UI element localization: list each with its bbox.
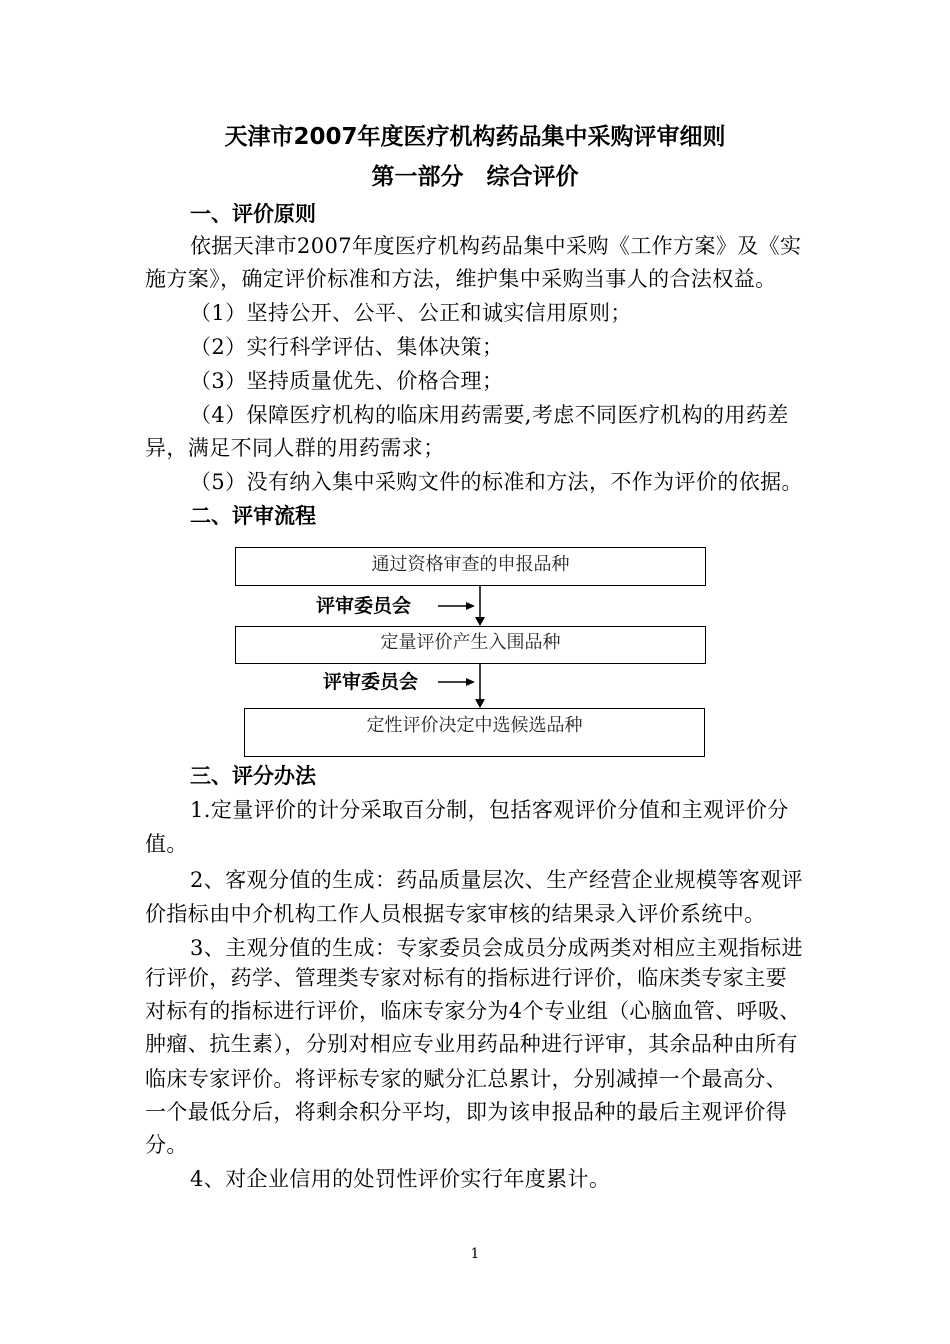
page-number: 1: [470, 1246, 480, 1262]
section3-line: 一个最低分后，将剩余积分平均，即为该申报品种的最后主观评价得: [145, 1100, 787, 1124]
section3-line: 1.定量评价的计分采取百分制，包括客观评价分值和主观评价分: [190, 798, 789, 822]
section1-item: （5）没有纳入集中采购文件的标准和方法，不作为评价的依据。: [190, 470, 803, 494]
section3-line: 3、主观分值的生成：专家委员会成员分成两类对相应主观指标进: [190, 936, 803, 960]
section3-line: 值。: [145, 832, 188, 856]
flow-committee-label: 评审委员会: [316, 595, 412, 617]
section3-line: 4、对企业信用的处罚性评价实行年度累计。: [190, 1167, 611, 1191]
section1-item: （4）保障医疗机构的临床用药需要,考虑不同医疗机构的用药差: [190, 403, 789, 427]
flow-box-qualitative: 定性评价决定中选候选品种: [244, 708, 705, 757]
committee-arrowhead-1: [466, 602, 475, 610]
section1-line: 依据天津市2007年度医疗机构药品集中采购《工作方案》及《实: [190, 234, 802, 258]
document-subtitle: 第一部分 综合评价: [371, 164, 579, 190]
flow-committee-label: 评审委员会: [323, 671, 419, 693]
section3-heading: 三、评分办法: [190, 764, 316, 788]
section1-item: （1）坚持公开、公平、公正和诚实信用原则；: [190, 301, 632, 325]
section3-line: 肿瘤、抗生素），分别对相应专业用药品种进行评审，其余品种由所有: [145, 1032, 798, 1056]
flow-box-qualified-varieties: 通过资格审查的申报品种: [235, 547, 706, 586]
section1-heading: 一、评价原则: [190, 202, 316, 226]
section3-line: 临床专家评价。将评标专家的赋分汇总累计，分别减掉一个最高分、: [145, 1067, 787, 1091]
section3-line: 2、客观分值的生成：药品质量层次、生产经营企业规模等客观评: [190, 868, 803, 892]
section3-line: 价指标由中介机构工作人员根据专家审核的结果录入评价系统中。: [145, 902, 766, 926]
flow-box-quantitative: 定量评价产生入围品种: [235, 626, 706, 664]
section1-item: （3）坚持质量优先、价格合理；: [190, 369, 504, 393]
flow-arrowhead-2: [475, 699, 485, 708]
section3-line: 行评价，药学、管理类专家对标有的指标进行评价，临床类专家主要: [145, 966, 787, 990]
section2-heading: 二、评审流程: [190, 504, 316, 528]
flow-arrowhead-1: [475, 617, 485, 626]
section1-line: 施方案》，确定评价标准和方法，维护集中采购当事人的合法权益。: [145, 267, 777, 291]
section3-line: 分。: [145, 1133, 188, 1157]
section1-item: （2）实行科学评估、集体决策；: [190, 335, 504, 359]
document-title: 天津市2007年度医疗机构药品集中采购评审细则: [224, 124, 726, 150]
section1-item-continued: 异，满足不同人群的用药需求；: [145, 436, 445, 460]
committee-arrowhead-2: [466, 678, 475, 686]
section3-line: 对标有的指标进行评价，临床专家分为4个专业组（心脑血管、呼吸、: [145, 999, 801, 1023]
